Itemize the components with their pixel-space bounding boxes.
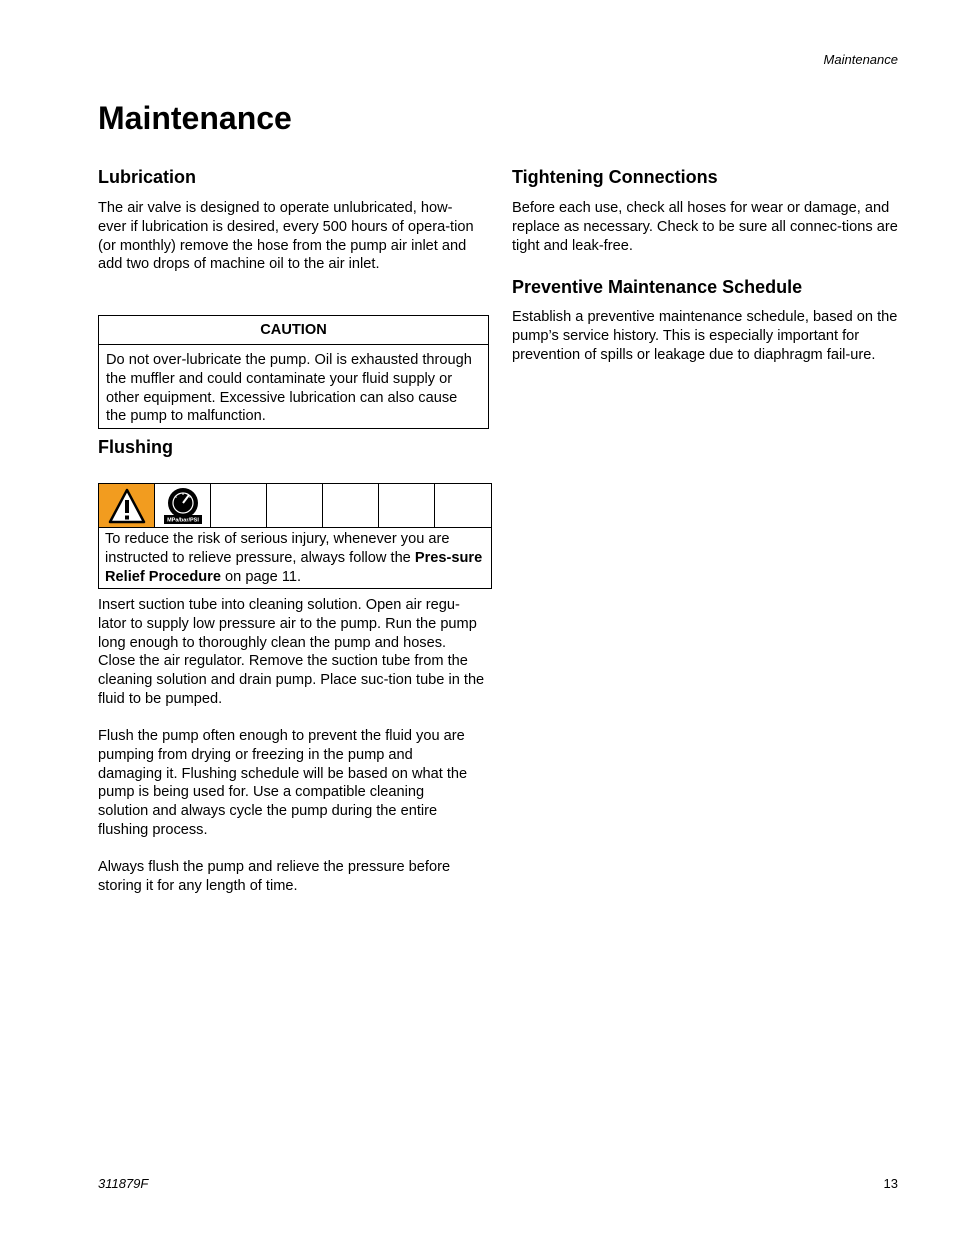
empty-icon-cell [267,484,323,527]
pressure-gauge-icon [155,484,211,527]
warning-box [98,483,492,589]
flushing-paragraph-3: Always flush the pump and relieve the pressure before storing it for any length of time. [98,859,451,894]
document-number: 311879F [98,1176,149,1191]
pressure-relief-reference: Pres-sure Relief Procedure [105,549,483,585]
page-title: Maintenance [98,100,292,136]
lubrication-text: The air valve is designed to operate unlubricated, how-ever if lubrication is desired, every 500 hours of opera-tion (or monthly) remove the hose from the pump air inlet and add two drops of machine oil to the air inlet. [98,200,474,273]
empty-icon-cell [379,484,435,527]
warning-triangle-icon [99,484,155,527]
warning-text-lead: To reduce the risk of serious injury, whenever you are instructed to relieve pressure, always follow the [105,531,450,566]
flushing-paragraph-1: Insert suction tube into cleaning solution. Open air regu-lator to supply low pressure air to the pump. Run the pump long enough to thoroughly clean the pump and hoses. Close the air regulator. Remove the suction tube from the cleaning solution and drain pump. Place suc-tion tube in the fluid to be pumped. [98,597,485,707]
warning-text-tail: on page 11. [220,568,302,585]
caution-box [98,315,489,429]
flushing-paragraph-2: Flush the pump often enough to prevent the fluid you are pumping from drying or freezing in the pump and damaging it. Flushing schedule will be based on what the pump is being used for. Use a compatible cleaning solution and always cycle the pump during the entire flushing process. [98,728,468,838]
empty-icon-cell [323,484,379,527]
schedule-text: Establish a preventive maintenance schedule, based on the pump’s service history. This is especially important for prevention of spills or leakage due to diaphragm fail-ure. [512,309,898,363]
empty-icon-cell [435,484,491,527]
lubrication-heading: Lubrication [98,167,196,187]
caution-text: Do not over-lubricate the pump. Oil is exhausted through the muffler and could contaminate your fluid supply or other equipment. Excessive lubrication can also cause the pump to malfunction. [106,352,472,425]
warning-icon-row [99,484,491,528]
gauge-label: MPa/bar/PSI [166,517,199,523]
empty-icon-cell [211,484,267,527]
caution-title: CAUTION [99,316,488,345]
tightening-heading: Tightening Connections [512,167,718,187]
schedule-heading: Preventive Maintenance Schedule [512,277,803,297]
tightening-text: Before each use, check all hoses for wear or damage, and replace as necessary. Check to be sure all connec-tions are tight and leak-free. [512,200,898,254]
warning-text [99,528,491,586]
page-number: 13 [883,1176,898,1191]
flushing-heading: Flushing [98,437,173,457]
running-head: Maintenance [823,52,898,67]
